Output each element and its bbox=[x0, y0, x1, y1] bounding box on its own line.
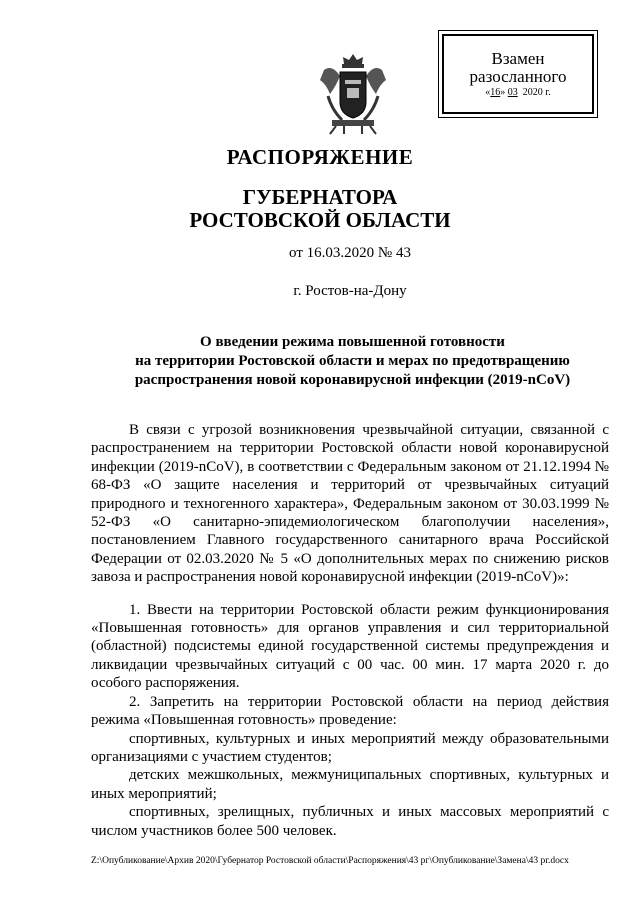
stamp-quote-close: » bbox=[500, 87, 506, 98]
document-city: г. Ростов-на-Дону bbox=[293, 283, 407, 299]
stamp-month: 03 bbox=[507, 87, 518, 98]
issuer-title-line-1: ГУБЕРНАТОРА bbox=[242, 185, 398, 209]
item-1-paragraph: 1. Ввести на территории Ростовской области режим функционирования «Повышенная готовность» для органов управления и сил территориальной (областной) подсистемы единой государственной системы предупреждения и ликвидации чрезвычайных ситуаций с 00 час. 00 мин. 17 марта 2020 г. до особого распоряжения. bbox=[91, 601, 609, 692]
preamble-paragraph: В связи с угрозой возникновения чрезвычайной ситуации, связанной с распространением на территории Ростовской области новой коронавирусной инфекции (2019-nCoV), в соответствии с Федеральным законом от 21.12.1994 № 68-ФЗ «О защите населения и территорий от чрезвычайных ситуаций природного и техногенного характера», Федеральным законом от 30.03.1999 № 52-ФЗ «О санитарно-эпидемиологическом благополучии населения», постановлением Главного государственного санитарного врача Российской Федерации от 02.03.2020 № 5 «О дополнительных мерах по снижению рисков завоза и распространения новой коронавирусной инфекции (2019-nCoV)»: bbox=[91, 422, 609, 586]
rostov-oblast-coat-of-arms-icon bbox=[318, 50, 388, 136]
subject-line-3: распространения новой коронавирусной инфекции (2019-nCoV) bbox=[134, 372, 571, 388]
document-subject bbox=[100, 333, 605, 390]
issuer-title-line-2: РОСТОВСКОЙ ОБЛАСТИ bbox=[189, 208, 451, 232]
subject-line-1: О введении режима повышенной готовности bbox=[200, 334, 505, 350]
item-2-paragraph: 2. Запретить на территории Ростовской области на период действия режима «Повышенная готовность» проведение: bbox=[91, 693, 609, 729]
item-2c-paragraph: спортивных, зрелищных, публичных и иных массовых мероприятий с числом участников более 500 человек. bbox=[91, 804, 609, 839]
stamp-inner-frame bbox=[442, 34, 594, 114]
document-type-title: РАСПОРЯЖЕНИЕ bbox=[226, 145, 414, 169]
stamp-line-2: разосланного bbox=[469, 67, 567, 86]
document-date-number: от 16.03.2020 № 43 bbox=[289, 245, 411, 261]
item-2a-paragraph: спортивных, культурных и иных мероприятий между образовательными организациями с участием студентов; bbox=[91, 730, 609, 765]
file-path-footer: Z:\Опубликование\Архив 2020\Губернатор Ростовской области\Распоряжения\43 рг\Опубликование\Замена\43 рг.docx bbox=[91, 856, 569, 866]
item-2b-paragraph: детских межшкольных, межмуниципальных спортивных, культурных и иных мероприятий; bbox=[91, 767, 609, 802]
stamp-year: 2020 г. bbox=[522, 87, 551, 98]
document-body bbox=[91, 421, 609, 840]
replacement-stamp bbox=[438, 30, 598, 118]
stamp-date bbox=[444, 86, 592, 100]
subject-line-2: на территории Ростовской области и мерах по предотвращению bbox=[135, 353, 570, 369]
stamp-day: 16 bbox=[490, 87, 501, 98]
stamp-quote-open: « bbox=[485, 87, 491, 98]
stamp-line-1: Взамен bbox=[491, 49, 545, 68]
